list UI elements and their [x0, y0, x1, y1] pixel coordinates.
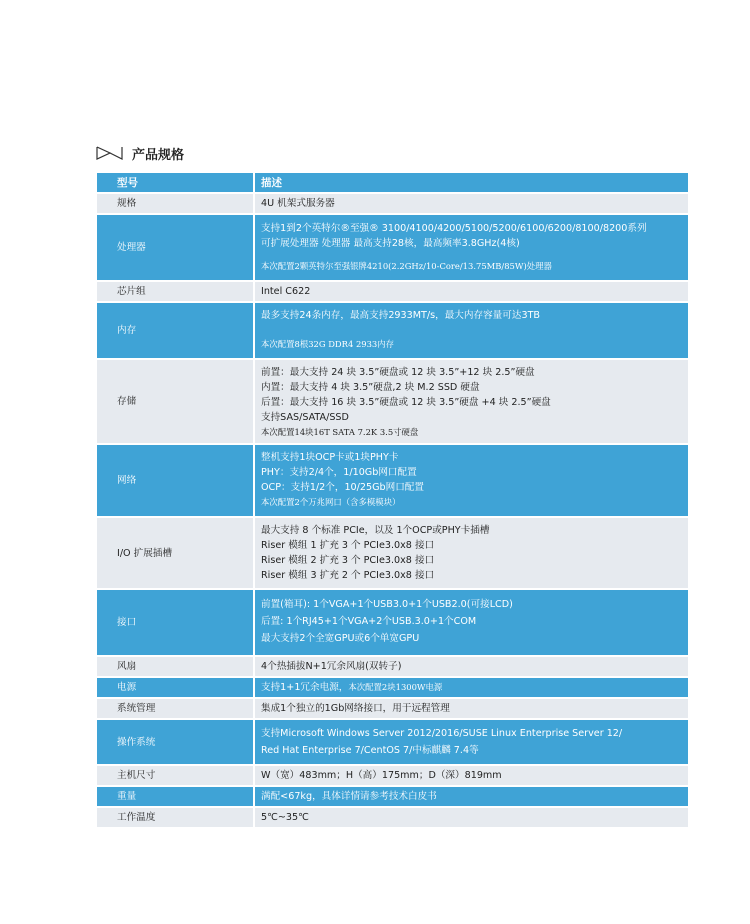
value-line: 满配<67kg，具体详情请参考技术白皮书 — [261, 791, 437, 802]
row-value — [254, 677, 688, 698]
value-line: Riser 模组 1 扩充 3 个 PCIe3.0x8 接口 — [261, 540, 435, 551]
row-value — [254, 517, 688, 589]
row-key: 内存 — [97, 302, 254, 359]
row-key: 主机尺寸 — [97, 765, 254, 786]
table-row-spec — [97, 193, 688, 214]
table-row-io-slots — [97, 517, 688, 589]
value-line: 支持Microsoft Windows Server 2012/2016/SUSE Linux Enterprise Server 12/ — [261, 728, 623, 739]
table-row-storage — [97, 359, 688, 444]
table-row-fans — [97, 656, 688, 677]
row-key: 风扇 — [97, 656, 254, 677]
value-line: 最多支持24条内存，最高支持2933MT/s，最大内存容量可达3TB — [261, 310, 541, 321]
value-line: 前置：最大支持 24 块 3.5”硬盘或 12 块 3.5”+12 块 2.5”硬盘 — [261, 367, 535, 378]
row-key: 处理器 — [97, 214, 254, 281]
row-value — [254, 359, 688, 444]
value-line: Riser 模组 2 扩充 3 个 PCIe3.0x8 接口 — [261, 555, 435, 566]
value-line: OCP：支持1/2个，10/25Gb网口配置 — [261, 482, 424, 493]
table-row-network — [97, 444, 688, 517]
row-value — [254, 444, 688, 517]
row-key: 存储 — [97, 359, 254, 444]
section-header — [96, 141, 184, 165]
row-value — [254, 786, 688, 807]
table-row-weight — [97, 786, 688, 807]
value-line: 集成1个独立的1Gb网络接口，用于远程管理 — [261, 703, 450, 714]
table-row-memory — [97, 302, 688, 359]
row-value — [254, 807, 688, 828]
pennant-arrow-icon — [96, 146, 124, 160]
value-line: 支持1+1冗余电源， — [261, 682, 349, 693]
config-note: 本次配置14块16T SATA 7.2K 3.5寸硬盘 — [261, 427, 419, 437]
column-header-model: 型号 — [97, 173, 254, 193]
table-row-processor — [97, 214, 688, 281]
config-note: 本次配置2颗英特尔至强银牌4210(2.2GHz/10-Core/13.75MB/85W)处理器 — [261, 261, 552, 271]
spec-table — [97, 173, 688, 829]
table-row-os — [97, 719, 688, 765]
value-line: 5℃~35℃ — [261, 812, 309, 823]
row-key: 工作温度 — [97, 807, 254, 828]
value-line: 支持1到2个英特尔®至强® 3100/4100/4200/5100/5200/6100/6200/8100/8200系列 — [261, 223, 647, 234]
value-line: 支持SAS/SATA/SSD — [261, 412, 349, 423]
value-line: 前置(箱耳): 1个VGA+1个USB3.0+1个USB2.0(可接LCD) — [261, 599, 513, 610]
column-header-description: 描述 — [254, 173, 688, 193]
config-note: 本次配置2个万兆网口（含多模模块） — [261, 497, 401, 507]
value-line: 整机支持1块OCP卡或1块PHY卡 — [261, 452, 399, 463]
table-row-power — [97, 677, 688, 698]
row-value — [254, 589, 688, 656]
row-value — [254, 719, 688, 765]
value-line: 后置：最大支持 16 块 3.5”硬盘或 12 块 3.5”硬盘 +4 块 2.5”硬盘 — [261, 397, 551, 408]
value-line: PHY：支持2/4个，1/10Gb网口配置 — [261, 467, 417, 478]
row-key: 规格 — [97, 193, 254, 214]
table-row-system-management — [97, 698, 688, 719]
value-line: W（宽）483mm；H（高）175mm；D（深）819mm — [261, 770, 502, 781]
row-key: 网络 — [97, 444, 254, 517]
row-key: 操作系统 — [97, 719, 254, 765]
value-line: 最大支持2个全宽GPU或6个单宽GPU — [261, 633, 420, 644]
row-key: 重量 — [97, 786, 254, 807]
row-value — [254, 193, 688, 214]
value-line: Intel C622 — [261, 286, 311, 297]
row-key: 芯片组 — [97, 281, 254, 302]
config-note: 本次配置8根32G DDR4 2933内存 — [261, 339, 395, 349]
value-line: Red Hat Enterprise 7/CentOS 7/中标麒麟 7.4等 — [261, 745, 479, 756]
row-value — [254, 302, 688, 359]
value-line: 最大支持 8 个标准 PCIe，以及 1个OCP或PHY卡插槽 — [261, 525, 490, 536]
config-note: 本次配置2块1300W电源 — [348, 682, 443, 692]
row-value — [254, 765, 688, 786]
row-key: 电源 — [97, 677, 254, 698]
row-key: 接口 — [97, 589, 254, 656]
row-value — [254, 281, 688, 302]
value-line: 内置：最大支持 4 块 3.5”硬盘,2 块 M.2 SSD 硬盘 — [261, 382, 480, 393]
row-key: I/O 扩展插槽 — [97, 517, 254, 589]
table-header-row — [97, 173, 688, 193]
row-value — [254, 698, 688, 719]
table-row-interfaces — [97, 589, 688, 656]
value-line: 后置: 1个RJ45+1个VGA+2个USB.3.0+1个COM — [261, 616, 477, 627]
row-value — [254, 656, 688, 677]
table-row-chipset — [97, 281, 688, 302]
value-line: 可扩展处理器 处理器 最高支持28核，最高频率3.8GHz(4核) — [261, 238, 520, 249]
value-line: 4个热插拔N+1冗余风扇(双转子) — [261, 661, 402, 672]
row-key: 系统管理 — [97, 698, 254, 719]
page-title: 产品规格 — [132, 147, 185, 163]
table-row-operating-temp — [97, 807, 688, 828]
value-line: 4U 机架式服务器 — [261, 198, 335, 209]
row-value — [254, 214, 688, 281]
value-line: Riser 模组 3 扩充 2 个 PCIe3.0x8 接口 — [261, 570, 435, 581]
table-row-dimensions — [97, 765, 688, 786]
